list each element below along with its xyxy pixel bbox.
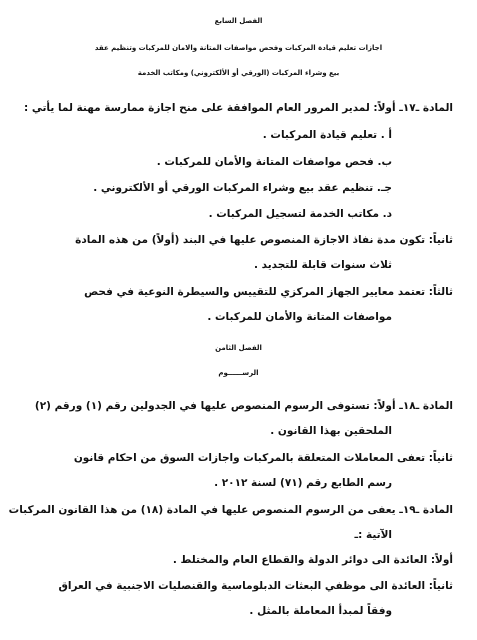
article17-third-line1: ثالثاً: تعتمد معايير الجهاز المركزي للتقييس والسيطرة النوعية في فحص xyxy=(84,286,453,298)
article17-item-d: د. مكاتب الخدمة لتسجيل المركبات . xyxy=(208,208,392,220)
article17-item-a: أ . تعليم قيادة المركبات . xyxy=(262,129,392,141)
chapter8-heading: الفصل الثامن xyxy=(215,344,262,352)
article19-intro-line1: المادة ـ١٩ـ يعفى من الرسوم المنصوص عليها في المادة (١٨) من هذا القانون المركبات xyxy=(8,504,453,516)
article19-second-line2: وفقاً لمبدأ المعاملة بالمثل . xyxy=(249,605,392,617)
chapter7-title-line1: اجازات تعليم قيادة المركبات وفحص مواصفات المتانة والامان للمركبات وتنظيم عقد xyxy=(94,44,383,52)
chapter7-title-line2: بيع وشراء المركبات (الورقي أو الألكتروني) ومكاتب الخدمة xyxy=(137,69,340,77)
article17-second-line2: ثلاث سنوات قابلة للتجديد . xyxy=(254,259,392,271)
article17-intro: المادة ـ١٧ـ أولاً: لمدير المرور العام الموافقة على منح اجازة ممارسة مهنة لما يأتي : xyxy=(24,102,453,114)
article18-second-line2: رسم الطابع رقم (٧١) لسنة ٢٠١٢ . xyxy=(214,477,392,489)
article18-second-line1: ثانياً: تعفى المعاملات المتعلقة بالمركبات واجازات السوق من احكام قانون xyxy=(73,452,453,464)
article17-item-c: جـ. تنظيم عقد بيع وشراء المركبات الورقي أو الألكتروني . xyxy=(93,182,392,194)
article18-first-line1: المادة ـ١٨ـ أولاً: تستوفى الرسوم المنصوص عليها في الجدولين رقم (١) ورقم (٢) xyxy=(34,400,453,412)
article17-third-line2: مواصفات المتانة والأمان للمركبات . xyxy=(207,311,392,323)
article17-second-line1: ثانياً: تكون مدة نفاذ الاجازة المنصوص عليها في البند (أولاً) من هذه المادة xyxy=(75,234,453,246)
article19-second-line1: ثانياً: العائدة الى موظفي البعثات الدبلوماسية والقنصليات الاجنبية في العراق xyxy=(58,580,453,592)
article18-first-line2: الملحقين بهذا القانون . xyxy=(270,425,392,437)
article19-first: أولاً: العائدة الى دوائر الدولة والقطاع العام والمختلط . xyxy=(172,554,453,566)
chapter8-title: الرســــــوم xyxy=(218,369,259,377)
article17-item-b: ب. فحص مواصفات المتانة والأمان للمركبات . xyxy=(156,156,392,168)
chapter7-heading: الفصل السابع xyxy=(214,17,263,25)
article19-intro-line2: الآتية :ـ xyxy=(354,529,392,541)
